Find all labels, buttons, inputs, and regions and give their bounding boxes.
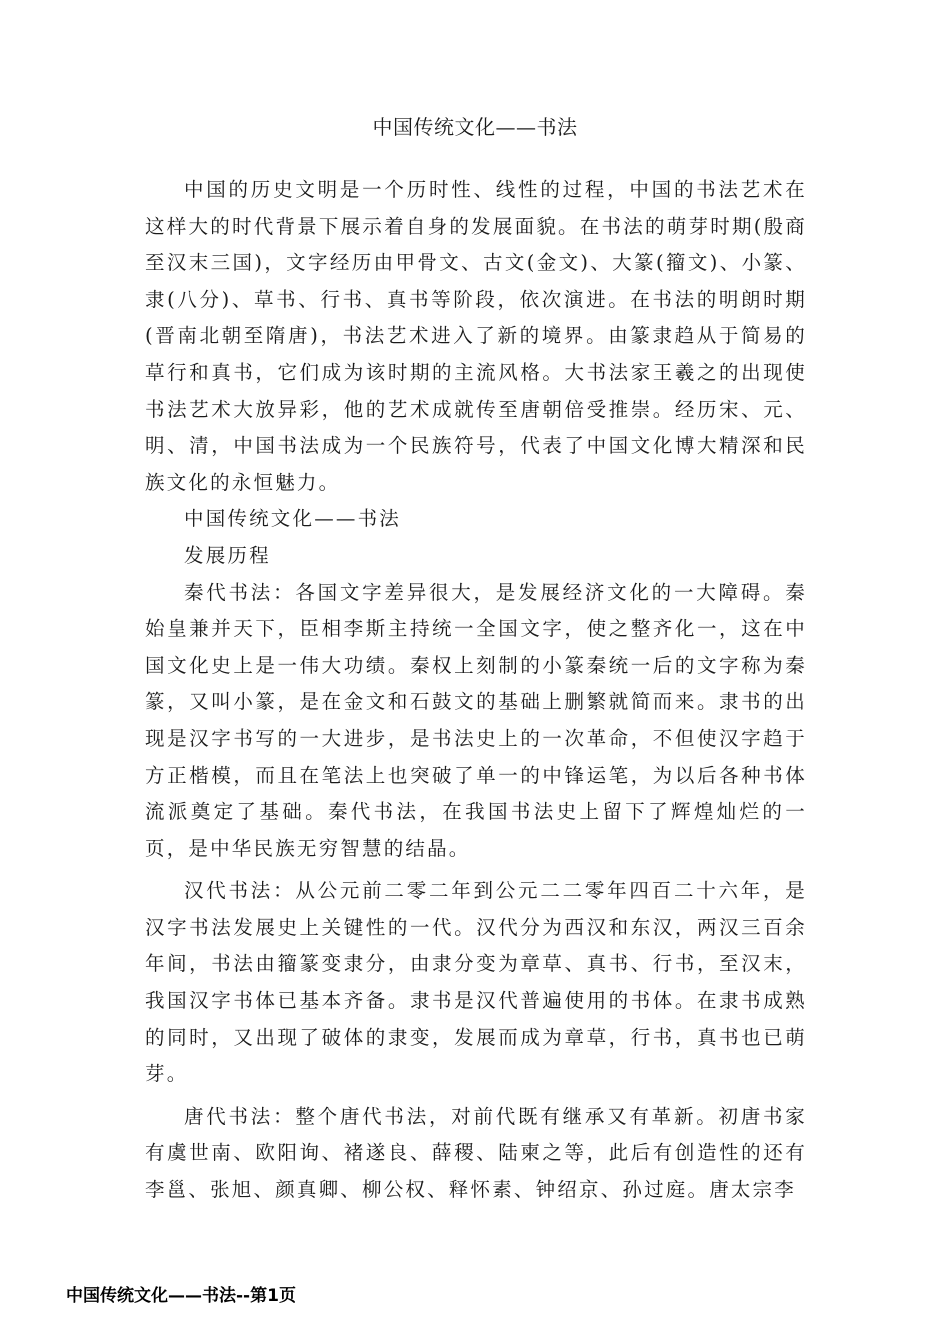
document-title: 中国传统文化——书法	[372, 115, 578, 139]
document-body	[145, 172, 807, 1209]
page-footer: 中国传统文化——书法--第1页	[66, 1286, 296, 1306]
paragraph-han-calligraphy: 汉代书法：从公元前二零二年到公元二二零年四百二十六年，是汉字书法发展史上关键性的一代。汉代分为西汉和东汉，两汉三百余年间，书法由籀篆变隶分，由隶分变为章草、真书、行书，至汉末，我国汉字书体已基本齐备。隶书是汉代普遍使用的书体。在隶书成熟的同时，又出现了破体的隶变，发展而成为章草，行书，真书也已萌芽。	[145, 879, 807, 1086]
paragraph-intro: 中国的历史文明是一个历时性、线性的过程，中国的书法艺术在这样大的时代背景下展示着自身的发展面貌。在书法的萌芽时期(殷商至汉末三国)，文字经历由甲骨文、古文(金文)、大篆(籀文)、小篆、隶(八分)、草书、行书、真书等阶段，依次演进。在书法的明朗时期(晋南北朝至隋唐)，书法艺术进入了新的境界。由篆隶趋从于简易的草行和真书，它们成为该时期的主流风格。大书法家王羲之的出现使书法艺术大放异彩，他的艺术成就传至唐朝倍受推崇。经历宋、元、明、清，中国书法成为一个民族符号，代表了中国文化博大精深和民族文化的永恒魅力。	[145, 178, 807, 494]
paragraph-heading-development: 发展历程	[184, 543, 271, 567]
paragraph-qin-calligraphy: 秦代书法：各国文字差异很大，是发展经济文化的一大障碍。秦始皇兼并天下，臣相李斯主持统一全国文字，使之整齐化一，这在中国文化史上是一伟大功绩。秦权上刻制的小篆秦统一后的文字称为秦篆，又叫小篆，是在金文和石鼓文的基础上删繁就简而来。隶书的出现是汉字书写的一大进步，是书法史上的一次革命，不但使汉字趋于方正楷模，而且在笔法上也突破了单一的中锋运笔，为以后各种书体流派奠定了基础。秦代书法，在我国书法史上留下了辉煌灿烂的一页，是中华民族无穷智慧的结晶。	[145, 580, 807, 860]
paragraph-subtitle: 中国传统文化——书法	[184, 507, 402, 531]
paragraph-tang-calligraphy: 唐代书法：整个唐代书法，对前代既有继承又有革新。初唐书家有虞世南、欧阳询、褚遂良、薛稷、陆柬之等，此后有创造性的还有李邕、张旭、颜真卿、柳公权、释怀素、钟绍京、孙过庭。唐太宗李	[145, 1104, 807, 1202]
